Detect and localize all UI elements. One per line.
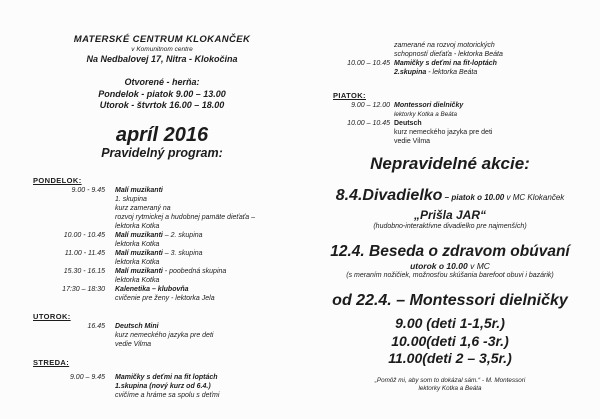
- schedule-detail: Montessori dielničky lektorky Kotka a Beáta: [394, 102, 464, 118]
- schedule-row: [18, 285, 306, 303]
- month-title: apríl 2016: [115, 123, 209, 146]
- schedule-row: [308, 101, 592, 119]
- friday-rows: [308, 101, 592, 146]
- schedule-time: 9.00 - 9.45: [71, 186, 105, 194]
- schedule-time: 15.30 - 16.15: [63, 267, 105, 275]
- schedule-detail: Mamičky s deťmi na fit loptách 1.skupina (nový kurz od 6.4.) cvičíme a hráme sa spolu s deťmi: [115, 373, 220, 399]
- schedule-detail: Kalenetika – klubovňa cvičenie pre ženy - lektorka Jela: [115, 285, 215, 302]
- opening-hours-evenings: Utorok - štvrtok 16.00 – 18.00: [99, 100, 225, 110]
- montessori-time: 11.00(deti 2 – 3,5r.): [388, 350, 512, 366]
- event-beseda: [308, 243, 592, 280]
- schedule-detail: Malí muzikanti - poobedná skupina lektorka Kotka: [115, 267, 227, 284]
- left-column: [18, 34, 306, 400]
- montessori-time: 10.00(deti 1,6 -3r.): [391, 332, 509, 349]
- friday-heading: PIATOK:: [333, 91, 366, 100]
- opening-hours-title: Otvorené - herňa:: [124, 77, 200, 87]
- event-divadielko: [308, 186, 592, 231]
- montessori-quote: „Pomôž mi, aby som to dokázal sám.“ - M. Montessori: [374, 376, 526, 384]
- schedule-time: 9.00 – 9.45: [69, 373, 105, 381]
- tuesday-section: [18, 312, 306, 349]
- schedule-detail: Deutsch kurz nemeckého jazyka pre deti vedie Vilma: [394, 120, 493, 145]
- wednesday-section: [18, 358, 306, 400]
- schedule-row: [308, 41, 592, 59]
- schedule-time: 10.00 - 10.45: [63, 231, 105, 239]
- monday-rows: [18, 186, 306, 303]
- schedule-detail: Malí muzikanti 1. skupina kurz zameraný na rozvoj rytmickej a hudobnej pamäte dieťaťa – lektorka Kotka: [115, 186, 255, 230]
- event-beseda-title: 12.4. Beseda o zdravom obúvaní: [330, 243, 570, 260]
- friday-section: [308, 91, 592, 146]
- event-divadielko-title: 8.4.Divadielko: [335, 187, 443, 204]
- event-divadielko-where: v MC Klokanček: [504, 193, 565, 202]
- monday-section: [18, 176, 306, 303]
- schedule-time: 11.00 - 11.45: [64, 249, 105, 257]
- event-divadielko-titleline: [308, 186, 592, 208]
- schedule-row: [18, 249, 306, 267]
- event-beseda-where: v MC: [467, 261, 490, 271]
- event-beseda-when: utorok o 10.00: [410, 261, 468, 271]
- center-address: Na Nedbalovej 17, Nitra - Klokočina: [86, 54, 238, 64]
- schedule-time: [308, 41, 394, 59]
- event-divadielko-when: – piatok o 10.00: [442, 193, 505, 202]
- event-beseda-whenline: [308, 261, 592, 271]
- wednesday-heading: STREDA:: [33, 357, 70, 367]
- schedule-detail: Malí muzikanti – 3. skupina lektorka Kotka: [115, 249, 203, 266]
- opening-hours-weekdays: Pondelok - piatok 9.00 – 13.00: [98, 88, 226, 99]
- event-divadielko-note: (hudobno-interaktívne divadielko pre najmenších): [373, 223, 527, 230]
- tuesday-heading: UTOROK:: [33, 311, 71, 321]
- program-title: Pravidelný program:: [101, 145, 223, 160]
- schedule-detail: Mamičky s deťmi na fit-loptách 2.skupina - lektorka Beáta: [394, 60, 497, 76]
- schedule-detail: zamerané na rozvoj motorických schopností dieťaťa - lektorka Beáta: [394, 42, 503, 58]
- schedule-row: [308, 119, 592, 146]
- tuesday-rows: [18, 322, 306, 349]
- schedule-time: 16.45: [87, 322, 105, 330]
- montessori-time: 9.00 (deti 1-1,5r.): [395, 315, 505, 331]
- schedule-time: 10.00 – 10.45: [347, 120, 390, 127]
- montessori-times: [308, 315, 592, 368]
- wednesday-continued-rows: [308, 41, 592, 77]
- schedule-time: 17:30 – 18:30: [62, 285, 105, 293]
- schedule-detail: Deutsch Mini kurz nemeckého jazyka pre deti vedie Vilma: [115, 322, 214, 348]
- opening-hours: [18, 77, 306, 112]
- wednesday-rows: [18, 373, 306, 400]
- schedule-row: [308, 59, 592, 77]
- event-montessori-title: od 22.4. – Montessori dielničky: [332, 292, 568, 309]
- events-heading: Nepravidelné akcie:: [370, 154, 530, 173]
- schedule-row: [18, 186, 306, 231]
- center-subtitle: v Komunitnom centre: [131, 46, 193, 53]
- schedule-row: [18, 231, 306, 249]
- event-divadielko-subtitle: „Prišla JAR“: [413, 208, 487, 222]
- right-column: [308, 40, 592, 393]
- event-beseda-note: (s meraním nožičiek, možnosťou skúšania barefoot obuvi i bazárik): [346, 272, 554, 279]
- schedule-row: [18, 322, 306, 349]
- schedule-time: 10.00 – 10.45: [347, 60, 390, 67]
- schedule-time: 9.00 – 12.00: [351, 102, 390, 109]
- monday-heading: PONDELOK:: [33, 175, 82, 185]
- events-section: [308, 154, 592, 393]
- schedule-detail: Malí muzikanti – 2. skupina lektorka Kotka: [115, 231, 203, 248]
- schedule-row: [18, 267, 306, 285]
- event-montessori: [308, 292, 592, 393]
- schedule-row: [18, 373, 306, 400]
- montessori-lecturers: lektorky Kotka a Beáta: [418, 384, 482, 392]
- center-title: MATERSKÉ CENTRUM KLOKANČEK: [73, 34, 251, 45]
